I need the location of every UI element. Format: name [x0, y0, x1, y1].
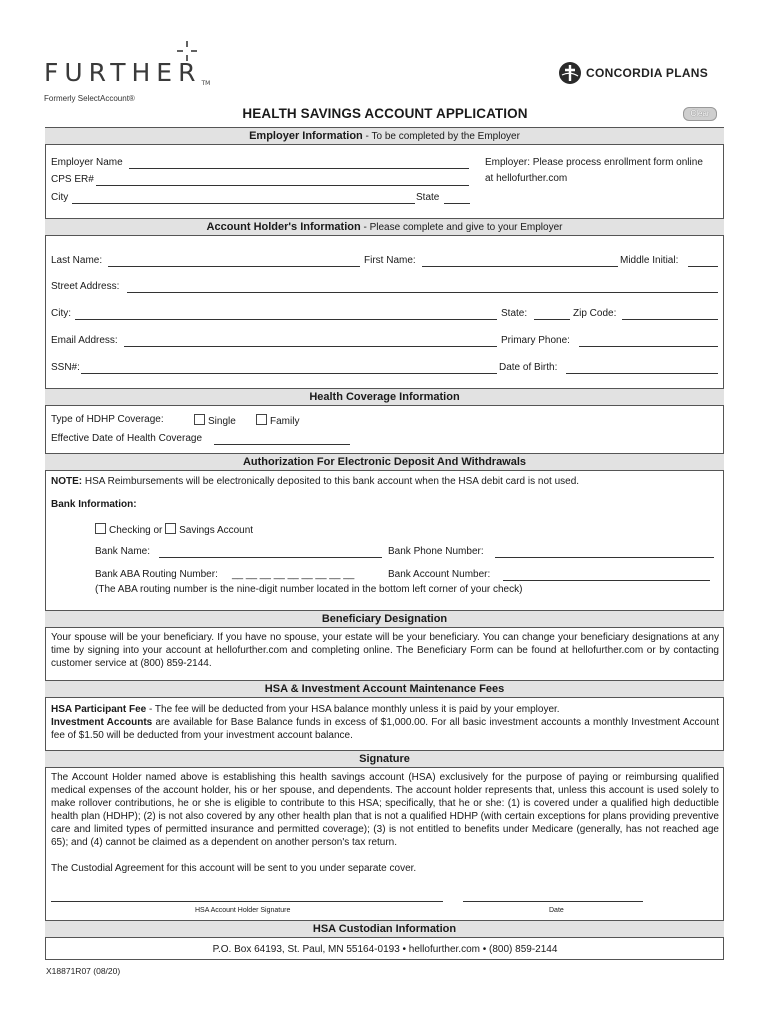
form-code: X18871R07 (08/20): [46, 966, 121, 976]
employer-city-label: City: [51, 192, 69, 203]
bank-account-field[interactable]: [503, 580, 710, 581]
deposit-note-bold: NOTE:: [51, 476, 83, 487]
participant-fee-text: [51, 703, 719, 716]
fees-header-title: HSA & Investment Account Maintenance Fees: [264, 683, 505, 695]
single-label: Single: [208, 416, 236, 427]
employer-header-title: Employer Information: [249, 130, 363, 142]
clear-button[interactable]: Clear: [683, 107, 717, 121]
employer-city-field[interactable]: [72, 203, 415, 204]
state-field[interactable]: [534, 319, 570, 320]
concordia-logo: [558, 60, 708, 86]
employer-header-note: - To be completed by the Employer: [362, 131, 520, 142]
logo-text: FURTHER: [44, 58, 202, 87]
custodian-address: P.O. Box 64193, St. Paul, MN 55164-0193 • hellofurther.com • (800) 859-2144: [212, 944, 558, 955]
effective-date-label: Effective Date of Health Coverage: [51, 433, 203, 444]
savings-checkbox[interactable]: [165, 523, 176, 534]
bank-name-field[interactable]: [159, 557, 382, 558]
investment-body: are available for Base Balance funds in excess of $1,000.00. For all basic investment accounts a monthly Investment Account fee of $1.50 will be deducted from your investment account balance.: [51, 717, 719, 741]
street-address-field[interactable]: [127, 292, 718, 293]
street-address-label: Street Address:: [51, 281, 120, 292]
fees-section-header: [45, 680, 724, 698]
employer-state-label: State: [416, 192, 440, 203]
first-name-label: First Name:: [364, 255, 416, 266]
bank-info-label: Bank Information:: [51, 499, 137, 510]
further-logo: [44, 58, 210, 87]
family-checkbox[interactable]: [256, 414, 267, 425]
beneficiary-header-title: Beneficiary Designation: [321, 613, 448, 625]
holder-header-note: - Please complete and give to your Employer: [360, 222, 563, 233]
employer-name-field[interactable]: [129, 168, 469, 169]
family-label: Family: [270, 416, 300, 427]
signature-section-header: [45, 750, 724, 768]
routing-field[interactable]: __ __ __ __ __ __ __ __ __: [232, 569, 355, 580]
investment-bold: Investment Accounts: [51, 717, 153, 728]
beneficiary-section-header: [45, 610, 724, 628]
concordia-text: CONCORDIA PLANS: [586, 66, 709, 80]
middle-initial-label: Middle Initial:: [620, 255, 679, 266]
checking-checkbox[interactable]: [95, 523, 106, 534]
employer-note-line1: Employer: Please process enrollment form online: [485, 157, 703, 168]
last-name-label: Last Name:: [51, 255, 103, 266]
employer-name-label: Employer Name: [51, 157, 123, 168]
holder-signature-label: HSA Account Holder Signature: [195, 907, 291, 914]
employer-note-line2: at hellofurther.com: [485, 173, 568, 184]
bank-phone-field[interactable]: [495, 557, 714, 558]
dob-field[interactable]: [566, 373, 718, 374]
bank-phone-label: Bank Phone Number:: [388, 546, 484, 557]
state-label: State:: [501, 308, 528, 319]
employer-state-field[interactable]: [444, 203, 470, 204]
effective-date-field[interactable]: [214, 444, 350, 445]
email-field[interactable]: [124, 346, 497, 347]
further-cross-icon: [176, 40, 198, 62]
single-checkbox[interactable]: [194, 414, 205, 425]
dob-label: Date of Birth:: [499, 362, 558, 373]
bank-account-label: Bank Account Number:: [388, 569, 491, 580]
deposit-note-text: HSA Reimbursements will be electronically deposited to this bank account when the HSA debit card is not used.: [82, 476, 580, 487]
signature-date-field[interactable]: [463, 901, 643, 902]
signature-text: The Account Holder named above is establishing this health savings account (HSA) exclusively for the purpose of paying or reimbursing qualified medical expenses of the account holder, his or her spouse, and dependents. The account holder represents that, unless this account is used solely to make rollover contributions, he or she is eligible to contribute to this HSA; specifically, that he or she: (1) is covered under a qualified high deductible health plan (HDHP); (2) is not also covered by any other health plan that is not a qualified HDHP (with certain exceptions for plans providing preventive care and limited types of permitted insurance and permitted coverage); (3) is not entitled to benefits under Medicare (generally, has not reached age 65); and (4) cannot be claimed as a dependent on another person's tax return.: [51, 772, 719, 848]
email-label: Email Address:: [51, 335, 118, 346]
holder-section-header: [45, 218, 724, 236]
routing-label: Bank ABA Routing Number:: [95, 569, 218, 580]
middle-initial-field[interactable]: [688, 266, 718, 267]
signature-date-label: Date: [549, 907, 564, 914]
first-name-field[interactable]: [422, 266, 618, 267]
checking-label: Checking or: [109, 525, 163, 536]
cps-er-label: CPS ER#: [51, 174, 94, 185]
hdhp-type-label: Type of HDHP Coverage:: [51, 414, 164, 425]
city-label: City:: [51, 308, 71, 319]
primary-phone-label: Primary Phone:: [501, 335, 570, 346]
savings-label: Savings Account: [179, 525, 254, 536]
participant-fee-body: - The fee will be deducted from your HSA balance monthly unless it is paid by your employer.: [146, 704, 560, 715]
account-type-options: [95, 523, 253, 537]
deposit-note: [51, 476, 579, 488]
signature-header-title: Signature: [359, 753, 410, 765]
custodian-header-title: HSA Custodian Information: [312, 923, 457, 935]
ssn-field[interactable]: [81, 373, 497, 374]
holder-signature-field[interactable]: [51, 901, 443, 902]
routing-note: (The ABA routing number is the nine-digit number located in the bottom left corner of your check): [95, 584, 523, 595]
family-option[interactable]: [256, 414, 299, 428]
form-title: HEALTH SAVINGS ACCOUNT APPLICATION: [242, 106, 528, 121]
custodial-text: The Custodial Agreement for this account will be sent to you under separate cover.: [51, 863, 417, 874]
single-option[interactable]: [194, 414, 236, 428]
formerly-text: Formerly SelectAccount®: [44, 94, 135, 103]
investment-text: [51, 716, 719, 742]
logo-tm: TM: [201, 80, 211, 87]
deposit-section-header: [45, 453, 724, 471]
deposit-header-title: Authorization For Electronic Deposit And Withdrawals: [242, 456, 527, 468]
cps-er-field[interactable]: [96, 185, 469, 186]
ssn-label: SSN#:: [51, 362, 80, 373]
city-field[interactable]: [75, 319, 497, 320]
employer-section-header: [45, 127, 724, 145]
participant-fee-bold: HSA Participant Fee: [51, 704, 147, 715]
last-name-field[interactable]: [108, 266, 360, 267]
concordia-emblem-icon: [558, 61, 582, 85]
coverage-header-title: Health Coverage Information: [309, 391, 460, 403]
holder-header-title: Account Holder's Information: [206, 221, 361, 233]
custodian-section-header: [45, 920, 724, 938]
beneficiary-text: Your spouse will be your beneficiary. If you have no spouse, your estate will be your beneficiary. You can change your beneficiary designations at any time by signing into your account at hellofurther.com and completing online. The Beneficiary Form can be found at hellofurther.com or by contacting customer service at (800) 859-2144.: [51, 632, 719, 669]
zip-code-field[interactable]: [622, 319, 718, 320]
coverage-section-header: [45, 388, 724, 406]
zip-code-label: Zip Code:: [573, 308, 617, 319]
primary-phone-field[interactable]: [579, 346, 718, 347]
bank-name-label: Bank Name:: [95, 546, 151, 557]
